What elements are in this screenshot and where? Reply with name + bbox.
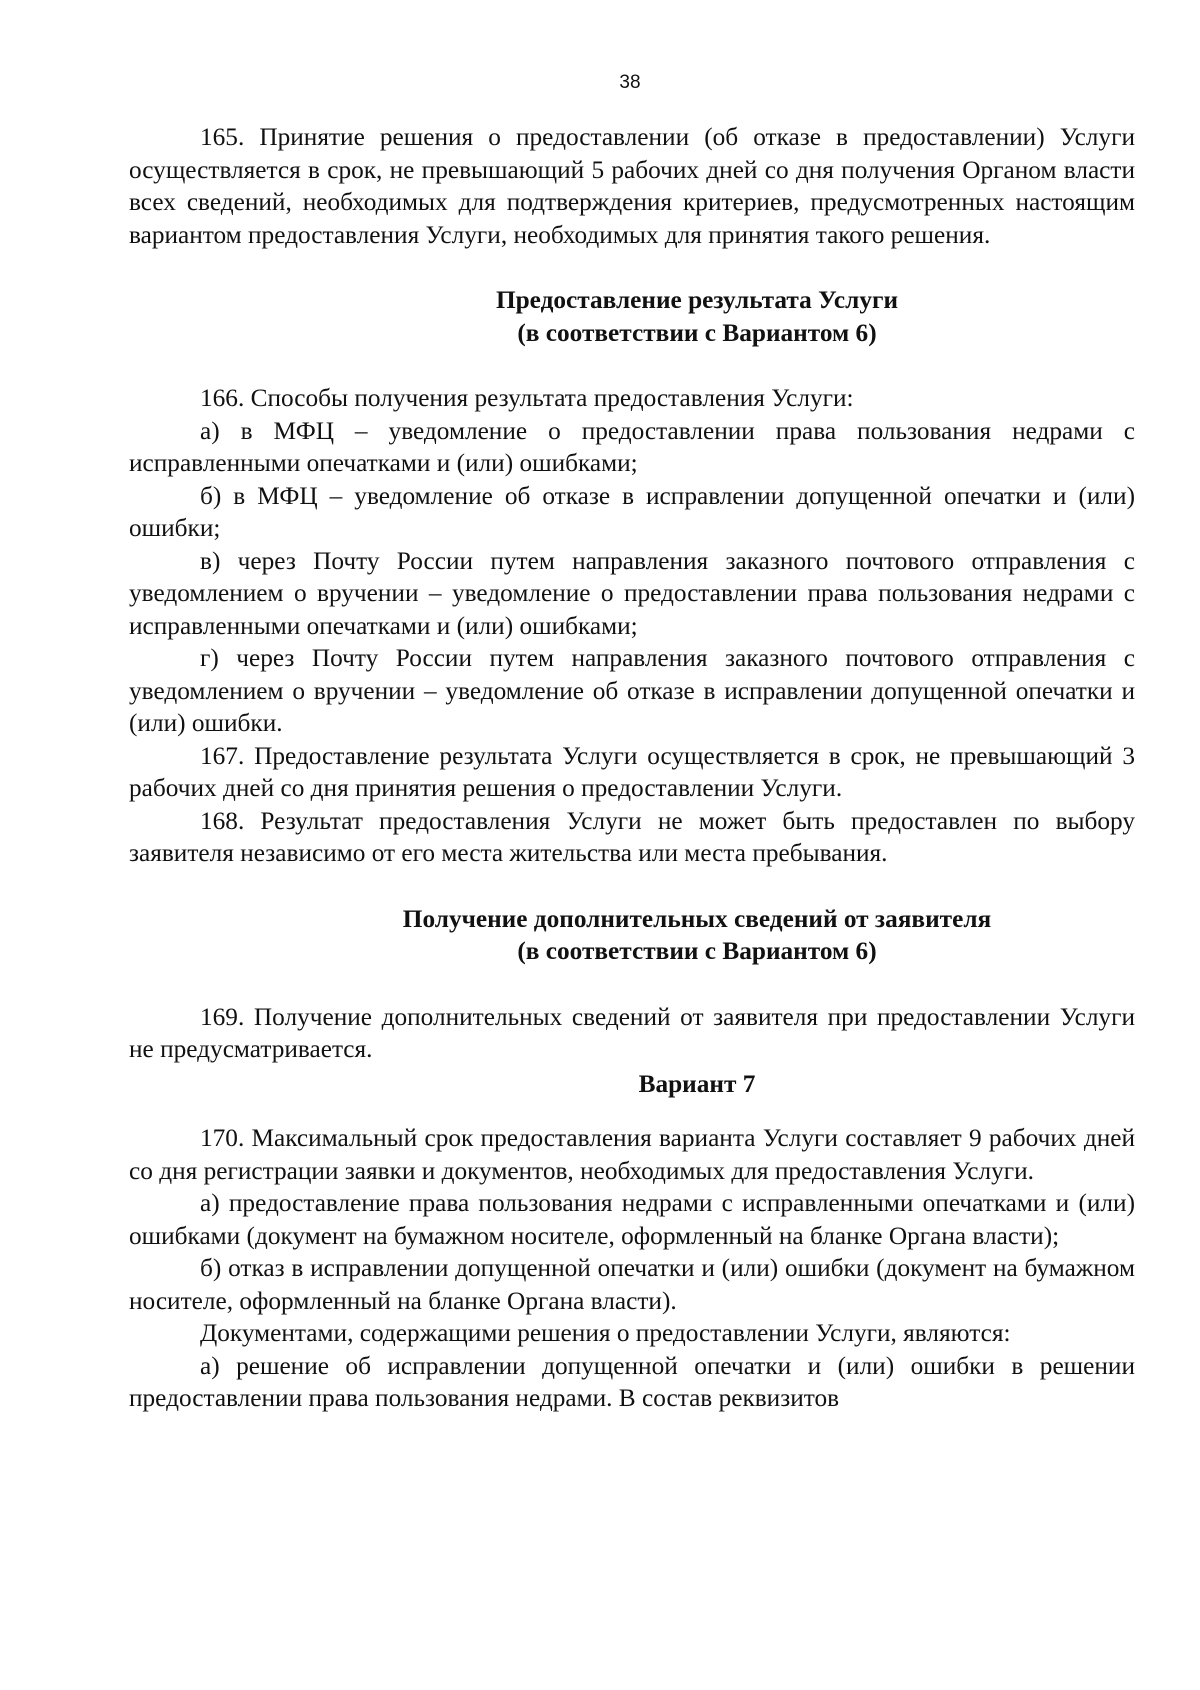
paragraph-165: 165. Принятие решения о предоставлении (об отказе в предоставлении) Услуги осуществляется в срок, не превышающий 5 рабочих дней со дня получения Органом власти всех сведений, необходимых для подтверждения критериев, предусмотренных настоящим вариантом предоставления Услуги, необходимых для принятия такого решения. [129,123,1135,249]
heading-additional-line1: Получение дополнительных сведений от заявителя [402,904,992,933]
paragraph-documents-a: а) решение об исправлении допущенной опечатки и (или) ошибки в решении предоставлении права пользования недрами. В состав реквизитов [129,1351,1135,1412]
document-body [129,121,1135,1415]
paragraph-168: 168. Результат предоставления Услуги не может быть предоставлен по выбору заявителя независимо от его места жительства или места пребывания. [129,806,1135,867]
heading-result-line1: Предоставление результата Услуги [495,286,899,314]
paragraph-170-a: а) предоставление права пользования недрами с исправленными опечатками и (или) ошибками (документ на бумажном носителе, оформленный на бланке Органа власти); [129,1189,1135,1250]
heading-variant-7: Вариант 7 [638,1069,756,1098]
paragraph-166-g: г) через Почту России путем направления заказного почтового отправления с уведомлением о вручении – уведомление об отказе в исправлении допущенной опечатки и (или) ошибки. [129,644,1135,737]
paragraph-166: 166. Способы получения результата предоставления Услуги: [200,384,854,412]
paragraph-documents: Документами, содержащими решения о предоставлении Услуги, являются: [200,1319,1011,1347]
paragraph-167: 167. Предоставление результата Услуги осуществляется в срок, не превышающий 3 рабочих дней со дня принятия решения о предоставлении Услуги. [129,741,1135,802]
heading-additional-line2: (в соответствии с Вариантом 6) [517,937,877,965]
paragraph-169: 169. Получение дополнительных сведений от заявителя при предоставлении Услуги не предусматривается. [129,1002,1135,1063]
paragraph-166-a: а) в МФЦ – уведомление о предоставлении права пользования недрами с исправленными опечатками и (или) ошибками; [129,416,1135,477]
paragraph-166-b: б) в МФЦ – уведомление об отказе в исправлении допущенной опечатки и (или) ошибки; [129,481,1135,542]
heading-result-line2: (в соответствии с Вариантом 6) [517,318,877,347]
paragraph-170-b: б) отказ в исправлении допущенной опечатки и (или) ошибки (документ на бумажном носителе, оформленный на бланке Органа власти). [129,1254,1135,1315]
paragraph-170: 170. Максимальный срок предоставления варианта Услуги составляет 9 рабочих дней со дня регистрации заявки и документов, необходимых для предоставления Услуги. [129,1124,1135,1185]
page-number: 38 [619,72,641,93]
paragraph-166-v: в) через Почту России путем направления заказного почтового отправления с уведомлением о вручении – уведомление о предоставлении права пользования недрами с исправленными опечатками и (или) ошибками; [129,546,1135,640]
